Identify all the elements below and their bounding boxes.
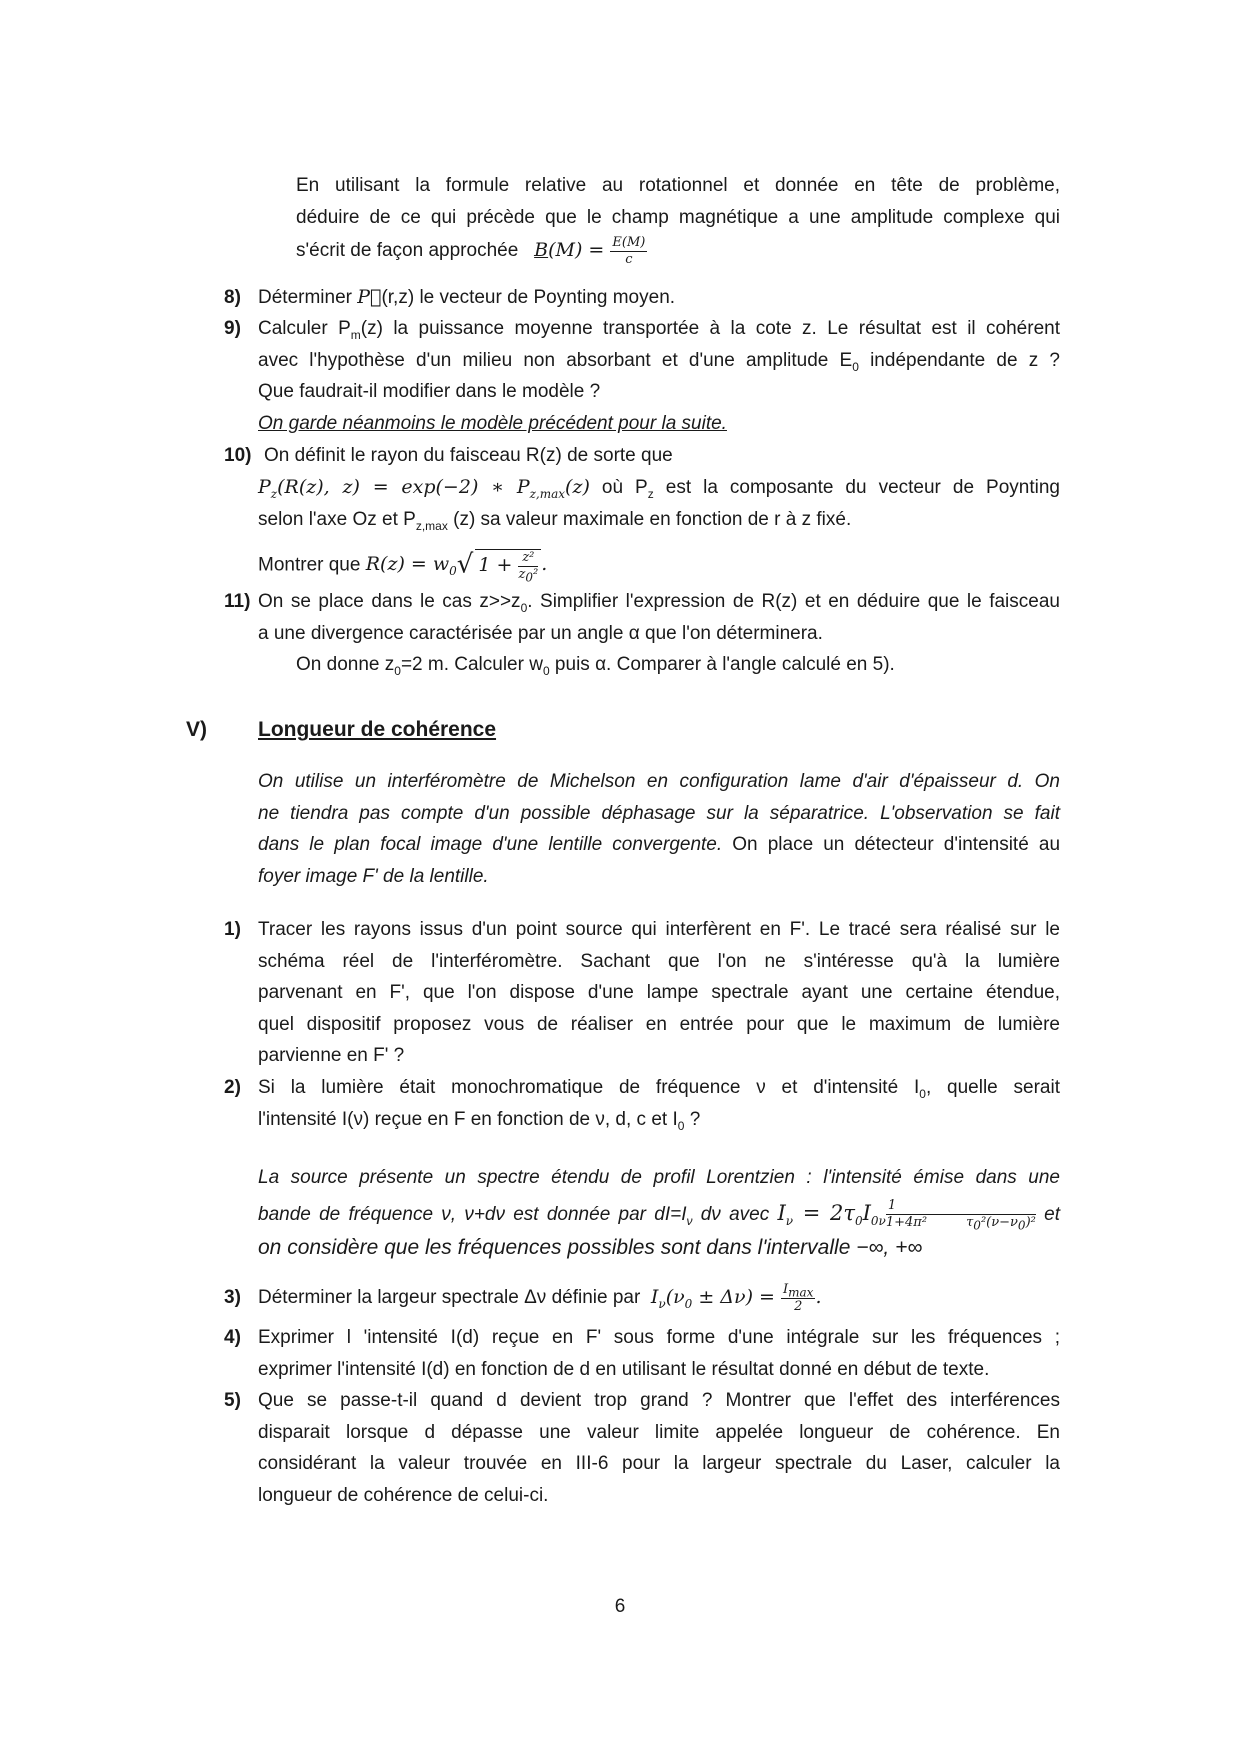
item-11-number: 11) [224,591,251,612]
item-9-line-1-b: (z) la puissance moyenne transportée à la cote z. Le résultat est il cohérent [360,318,1060,339]
item-8 [258,282,1060,314]
spectral-width-formula: $I_\nu(\nu_0 \pm \Delta\nu)$ = $\frac{I_{max}}{2}$ . [650,1281,822,1314]
v-item-5-line-4: longueur de cohérence de celui-ci. [258,1484,549,1506]
item-10-line-3-a: selon l'axe Oz et P [258,508,416,530]
section-v-number: V) [186,718,207,741]
item-10-line-2-a: où P [601,477,648,498]
item-11 [258,586,1060,681]
item-9 [258,313,1060,439]
lorentz-line-3: on considère que les fréquences possibles sont dans l'intervalle −∞, +∞ [258,1236,923,1259]
v-item-5-line-2: disparait lorsque d dépasse une valeur limite appelée longueur de cohérence. En [258,1421,1060,1443]
item-10-line-4 [258,549,1060,585]
item-10-line-2-sub: z [647,486,654,501]
v-item-5-line-1: Que se passe-t-il quand d devient trop grand ? Montrer que l'effet des interférences [258,1390,1060,1411]
intro-line-3-text: s'écrit de façon approchée [296,240,519,261]
v-item-2-line-1-sub: 0 [919,1086,926,1101]
magnetic-field-formula: B(M) = $\frac{E(M)}{c}$ [534,234,646,267]
item-11-line-3-sub1: 0 [394,663,401,678]
item-10-line-3 [258,504,1060,536]
v-item-2-line-2-b: ? [684,1108,701,1130]
section-v-title: Longueur de cohérence [258,718,497,741]
item-9-line-1-a: Calculer P [258,318,351,339]
intro-line-2: déduire de ce qui précède que le champ magnétique a une amplitude complexe qui [296,206,1060,228]
v-item-2-line-2-sub: 0 [677,1118,685,1133]
v-item-5 [258,1385,1060,1511]
item-11-line-3 [258,649,1060,681]
item-9-note: On garde néanmoins le modèle précédent pour la suite. [258,412,727,434]
v-item-3 [258,1282,1060,1314]
v-item-2-line-2 [258,1104,1060,1136]
v-item-1-line-1: Tracer les rayons issus d'un point source qui interfèrent en F'. Le tracé sera réalisé sur le [258,919,1060,940]
item-11-line-1-b: . Simplifier l'expression de R(z) et en déduire que le faisceau [527,591,1060,612]
v-item-3-number: 3) [224,1287,241,1308]
section-v-intro [258,766,1060,892]
lorentz-paragraph [258,1162,1060,1264]
v-item-5-line-3: considérant la valeur trouvée en III-6 pour la largeur spectrale du Laser, calculer la [258,1453,1060,1474]
item-11-line-3-c: puis α. Comparer à l'angle calculé en 5). [549,654,895,675]
v-item-2-number: 2) [224,1077,241,1098]
v-item-2-line-1-a: Si la lumière était monochromatique de fréquence ν et d'intensité I [258,1077,920,1098]
item-10-line-3-b: (z) sa valeur maximale en fonction de r à z fixé. [447,508,852,530]
v-item-1-line-2: schéma réel de l'interféromètre. Sachant que l'on ne s'intéresse qu'à la lumière [258,950,1060,972]
item-9-number: 9) [224,318,241,339]
beam-radius-definition: $P_z(R(z)$, z) = exp(−2) ∗ $P_{z,max}(z)$ [258,476,590,501]
item-8-text-after: (r,z) le vecteur de Poynting moyen. [381,287,676,308]
v-item-4-line-2: exprimer l'intensité I(d) en fonction de d en utilisant le résultat donné en début de texte. [258,1358,990,1380]
item-11-line-3-b: =2 m. Calculer w [400,654,543,675]
section-v-intro-line-3-b: On place un détecteur d'intensité au [722,834,1061,855]
lorentz-line-2-b: dν avec [692,1203,770,1225]
item-9-line-2-a: avec l'hypothèse d'un milieu non absorbant et d'une amplitude E [258,349,853,371]
item-9-line-1-sub: m [350,327,361,342]
section-v-intro-line-1: On utilise un interféromètre de Michelson en configuration lame d'air d'épaisseur d. On [258,771,1060,792]
item-11-line-3-sub2: 0 [542,663,550,678]
v-item-5-number: 5) [224,1390,241,1411]
lorentz-line-2 [258,1198,1060,1231]
item-11-line-1-a: On se place dans le cas z>>z [258,591,521,612]
item-10-line-4-text: Montrer que [258,554,361,576]
lorentz-line-1: La source présente un spectre étendu de profil Lorentzien : l'intensité émise dans une [258,1167,1060,1188]
intro-paragraph [296,170,1060,267]
item-11-line-2: a une divergence caractérisée par un angle α que l'on déterminera. [258,622,823,644]
v-item-3-text: Déterminer la largeur spectrale Δν définie par [258,1287,641,1308]
item-11-line-3-a: On donne z [296,654,395,675]
item-8-text-before: Déterminer [258,287,352,308]
lorentz-line-2-sub: ν [686,1213,693,1228]
section-v-intro-line-3 [258,829,1060,861]
beam-radius-formula: $R(z) = w_0√$ 1 + $\frac{\text{z²}}{z_0^2}$ . [365,549,548,585]
lorentz-formula: $I_\nu = 2\tau_0I_{0\nu}$ $\frac{1}{1+4\pi^2 \tau_0^2(\nu-\nu_0)^2}$ [777,1197,1036,1233]
item-9-line-2-b: indépendante de z ? [858,349,1060,371]
item-9-line-2 [258,345,1060,377]
lorentz-line-2-end: et [1044,1203,1060,1225]
v-item-2-line-1-b: , quelle serait [925,1077,1060,1098]
v-item-1-line-4: quel dispositif proposez vous de réaliser en entrée pour que le maximum de lumière [258,1013,1060,1035]
item-11-line-1 [258,586,1060,618]
item-9-line-2-sub: 0 [852,359,859,374]
item-10-number: 10) [224,445,252,466]
v-item-2-line-1 [258,1072,1060,1104]
v-item-1-line-3: parvenant en F', que l'on dispose d'une lampe spectrale ayant une certaine étendue, [258,982,1060,1003]
item-9-line-1 [258,313,1060,345]
lorentz-line-2-a: bande de fréquence ν, ν+dν est donnée par dI=I [258,1203,687,1225]
v-item-4-line-1: Exprimer l 'intensité I(d) reçue en F' sous forme d'une intégrale sur les fréquences ; [258,1327,1060,1348]
item-10-line-2-b: est la composante du vecteur de Poynting [653,477,1060,498]
v-item-2-line-2-a: l'intensité I(ν) reçue en F en fonction de ν, d, c et I [258,1108,678,1130]
v-item-1-line-5: parvienne en F' ? [258,1045,405,1066]
v-item-1 [258,914,1060,1072]
section-v-intro-line-2: ne tiendra pas compte d'un possible déphasage sur la séparatrice. L'observation se fait [258,802,1060,824]
item-8-number: 8) [224,287,241,308]
item-10 [264,440,1060,472]
section-v-intro-line-3-a: dans le plan focal image d'une lentille convergente. [258,834,723,855]
v-item-4-number: 4) [224,1327,241,1348]
intro-line-3 [296,235,1060,267]
v-item-2 [258,1072,1060,1135]
v-item-4 [258,1322,1060,1385]
page-number: 6 [614,1596,626,1617]
poynting-vector-symbol: P⃗ [357,286,382,308]
intro-line-1: En utilisant la formule relative au rotationnel et donnée en tête de problème, [296,175,1060,196]
section-v-intro-line-4: foyer image F' de la lentille. [258,865,489,887]
item-10-line-2 [258,472,1060,504]
v-item-1-number: 1) [224,919,241,940]
item-10-line-3-sub: z,max [415,518,448,533]
item-9-line-3: Que faudrait-il modifier dans le modèle ? [258,381,601,402]
item-10-body [258,472,1060,585]
item-11-line-1-sub: 0 [520,600,528,615]
item-10-line-1: On définit le rayon du faisceau R(z) de sorte que [264,445,673,466]
